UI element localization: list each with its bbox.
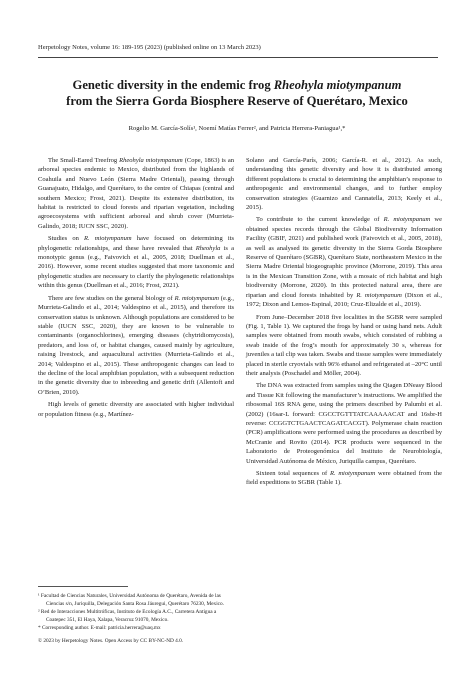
species-name: R. miotympanum xyxy=(356,291,402,299)
paragraph xyxy=(246,215,442,309)
paragraph-text: There are few studies on the general biology of xyxy=(48,294,175,302)
species-name: R. miotympanum xyxy=(83,235,132,243)
journal-header: Herpetology Notes, volume 16: 189-195 (2023) (published online on 13 March 2023) xyxy=(38,44,261,51)
species-name: R. miotympanum xyxy=(174,294,219,302)
footnote-corresponding-author: * Corresponding author. E-mail: patricia.herrera@uaq.mx xyxy=(38,625,161,632)
footnote-affiliation-2: ² Red de Interacciones Multitróficas, Instituto de Ecología A.C., Carretera Antigua a Coatepec 351, El Haya, Xalapa, Veracruz 91070, Mexico. xyxy=(38,609,217,623)
paragraph-text: we obtained species records through the Global Biodiversity Information Facility (GBIF, 2021) and published work (Faivovich et al., 2005, 2018), as well as analysed its genetic diversity in the Sierra Gorda Biosphere Reserve of Querétaro (SGBR), Querétaro State, northeastern Mexico in the Sierra Madre Oriental biogeographic province (Morrone, 2019). This area is in the Mexican Transition Zone, with a mosaic of rich habitat and high biodiversity (Morrone, 2020). In this protected natural area, there are riparian and cloud forests inhabited by xyxy=(246,216,442,299)
copyright-notice: © 2023 by Herpetology Notes. Open Access by CC BY-NC-ND 4.0. xyxy=(38,637,184,644)
paragraph-text: Studies on xyxy=(48,235,84,243)
title-text: Genetic diversity in the endemic frog xyxy=(72,78,274,92)
author-list: Rogelio M. García-Solís¹, Noemí Matías Ferrer², and Patricia Herrera-Paniagua¹,* xyxy=(128,125,346,132)
paragraph-text: High levels of genetic diversity are associated with higher individual or population fitness (e.g., Martínez- xyxy=(38,401,234,418)
paragraph-text: is a monotypic genus (e.g., Faivovich et al., 2005, 2018; Duellman et al., 2016). However, some recent studies suggested that more taxonomic and phylogenetic studies are necessary to clarify the phylogenetic relationships within this genus (Duellman et al., 2016; Frost, 2021). xyxy=(38,244,234,290)
article-title xyxy=(30,77,444,109)
paragraph-text: were obtained from the field expeditions to SGBR (Table 1). xyxy=(246,470,442,487)
species-name: Rheohyla xyxy=(195,244,221,252)
paragraph xyxy=(38,156,234,231)
footnote-rule xyxy=(38,586,128,587)
paragraph-text: Sixteen total sequences of xyxy=(256,470,330,477)
footnotes xyxy=(38,593,234,647)
footnote-affiliation-1: ¹ Facultad de Ciencias Naturales, Universidad Autónoma de Querétaro, Avenida de las Ciencias s/n, Juriquilla, Delegación Santa Rosa Jáuregui, Querétaro 76230, Mexico. xyxy=(38,593,224,607)
species-name: R. miotympanum xyxy=(383,216,431,224)
paragraph-text: (Cope, 1863) is an arboreal species endemic to Mexico, distributed from the highlands of Coahuila and Nuevo León (Sierra Madre Oriental), passing through Guanajuato, Hidalgo, and Querétaro, to the centre of Chiapas (central and southern Mexico; Frost, 2021). Despite its extensive distribution, its habitat is restricted to cloud forests and riparian vegetation, including agroecosystems with sufficient arboreal and shrub cover (Murrieta-Galindo, 2018; IUCN SSC, 2020). xyxy=(38,157,235,230)
paragraph xyxy=(38,400,234,419)
header-rule xyxy=(38,57,438,58)
title-species: Rheohyla miotympanum xyxy=(273,78,402,92)
paragraph-text: have focused on determining its phylogenetic relationships, and these have revealed that xyxy=(38,235,234,252)
paragraph-text: To contribute to the current knowledge of xyxy=(256,216,384,224)
paragraph-text: (e.g., Murrieta-Galindo et al., 2014; Valdespino et al., 2015), and therefore its conservation status is unknown. Although populations are considered to be stable (IUCN SSC, 2020), they are known to be vulnerable to contaminants (organochlorines), emerging diseases (chytridiomycosis), predators, and loss of, or habitat changes, caused mainly by agriculture, raising livestock, and aquacultural activities (Murrieta-Galindo et al., 2014; Valdespino et al., 2015). These anthropogenic changes can lead to the decline of the local amphibian population, with a subsequent reduction in the genetic diversity due to inbreeding and genetic drift (Allentoft and O’Brien, 2010). xyxy=(38,294,235,396)
paragraph xyxy=(246,469,442,488)
paragraph xyxy=(246,156,442,212)
paragraph-text: The DNA was extracted from samples using the Qiagen DNeasy Blood and Tissue Kit following the manufacturer’s instructions. We amplified the ribosomal 16S RNA gene, using the primers described by Palumbi et al. (2002) (16sar-L forward: CGCCTGTTTATCAAAAACAT and 16sbr-H reverse: CCGGTCTGAACTCAGATCACGT). Polymerase chain reaction (PCR) amplifications were performed using the procedures as described by McCranie and Rovito (2014). PCR products were sequenced in the Laboratorio de Proteogenómica del Instituto de Neurobiología, Universidad Autónoma de México, Juriquilla campus, Querétaro. xyxy=(246,382,442,465)
paragraph xyxy=(246,313,442,379)
paragraph-text: From June–December 2018 five localities in the SGBR were sampled (Fig. 1, Table 1). We captured the frogs by hand or using hand nets. Adult samples were obtained from mouth swabs, which consisted of rubbing a swab inside of the frog’s mouth for approximately 30 s, whereas for juveniles a tail clip was taken. Swabs and tissue samples were immediately placed in sterile cryovials with 96% ethanol and refrigerated at –20°C until their analysis (Poschadel and Möller, 2004). xyxy=(246,313,442,377)
title-line-2: from the Sierra Gorda Biosphere Reserve of Querétaro, Mexico xyxy=(66,94,408,108)
paragraph-text: (Dixon et al., 1972; Dixon and Lemos-Espinal, 2010; Cruz-Elizalde et al., 2019). xyxy=(246,291,442,309)
paragraph xyxy=(246,381,442,466)
title-line-1 xyxy=(30,77,444,93)
paragraph xyxy=(38,294,234,397)
species-name: Rheohyla miotympanum xyxy=(119,157,183,164)
paragraph-text: The Small-Eared Treefrog xyxy=(48,157,120,164)
paragraph-text: Solano and García-París, 2006; García-R. et al., 2012). As such, understanding this genetic diversity and how it is distributed among different populations is crucial to determining the amphibian’s response to anthropogenic and environmental changes, and to further employ conservation strategies (Guarnizo and Cannatella, 2013; Keely et al., 2015). xyxy=(246,157,442,212)
left-column xyxy=(38,156,234,419)
species-name: R. miotympanum xyxy=(329,470,376,477)
paragraph xyxy=(38,234,234,290)
right-column xyxy=(246,156,442,488)
